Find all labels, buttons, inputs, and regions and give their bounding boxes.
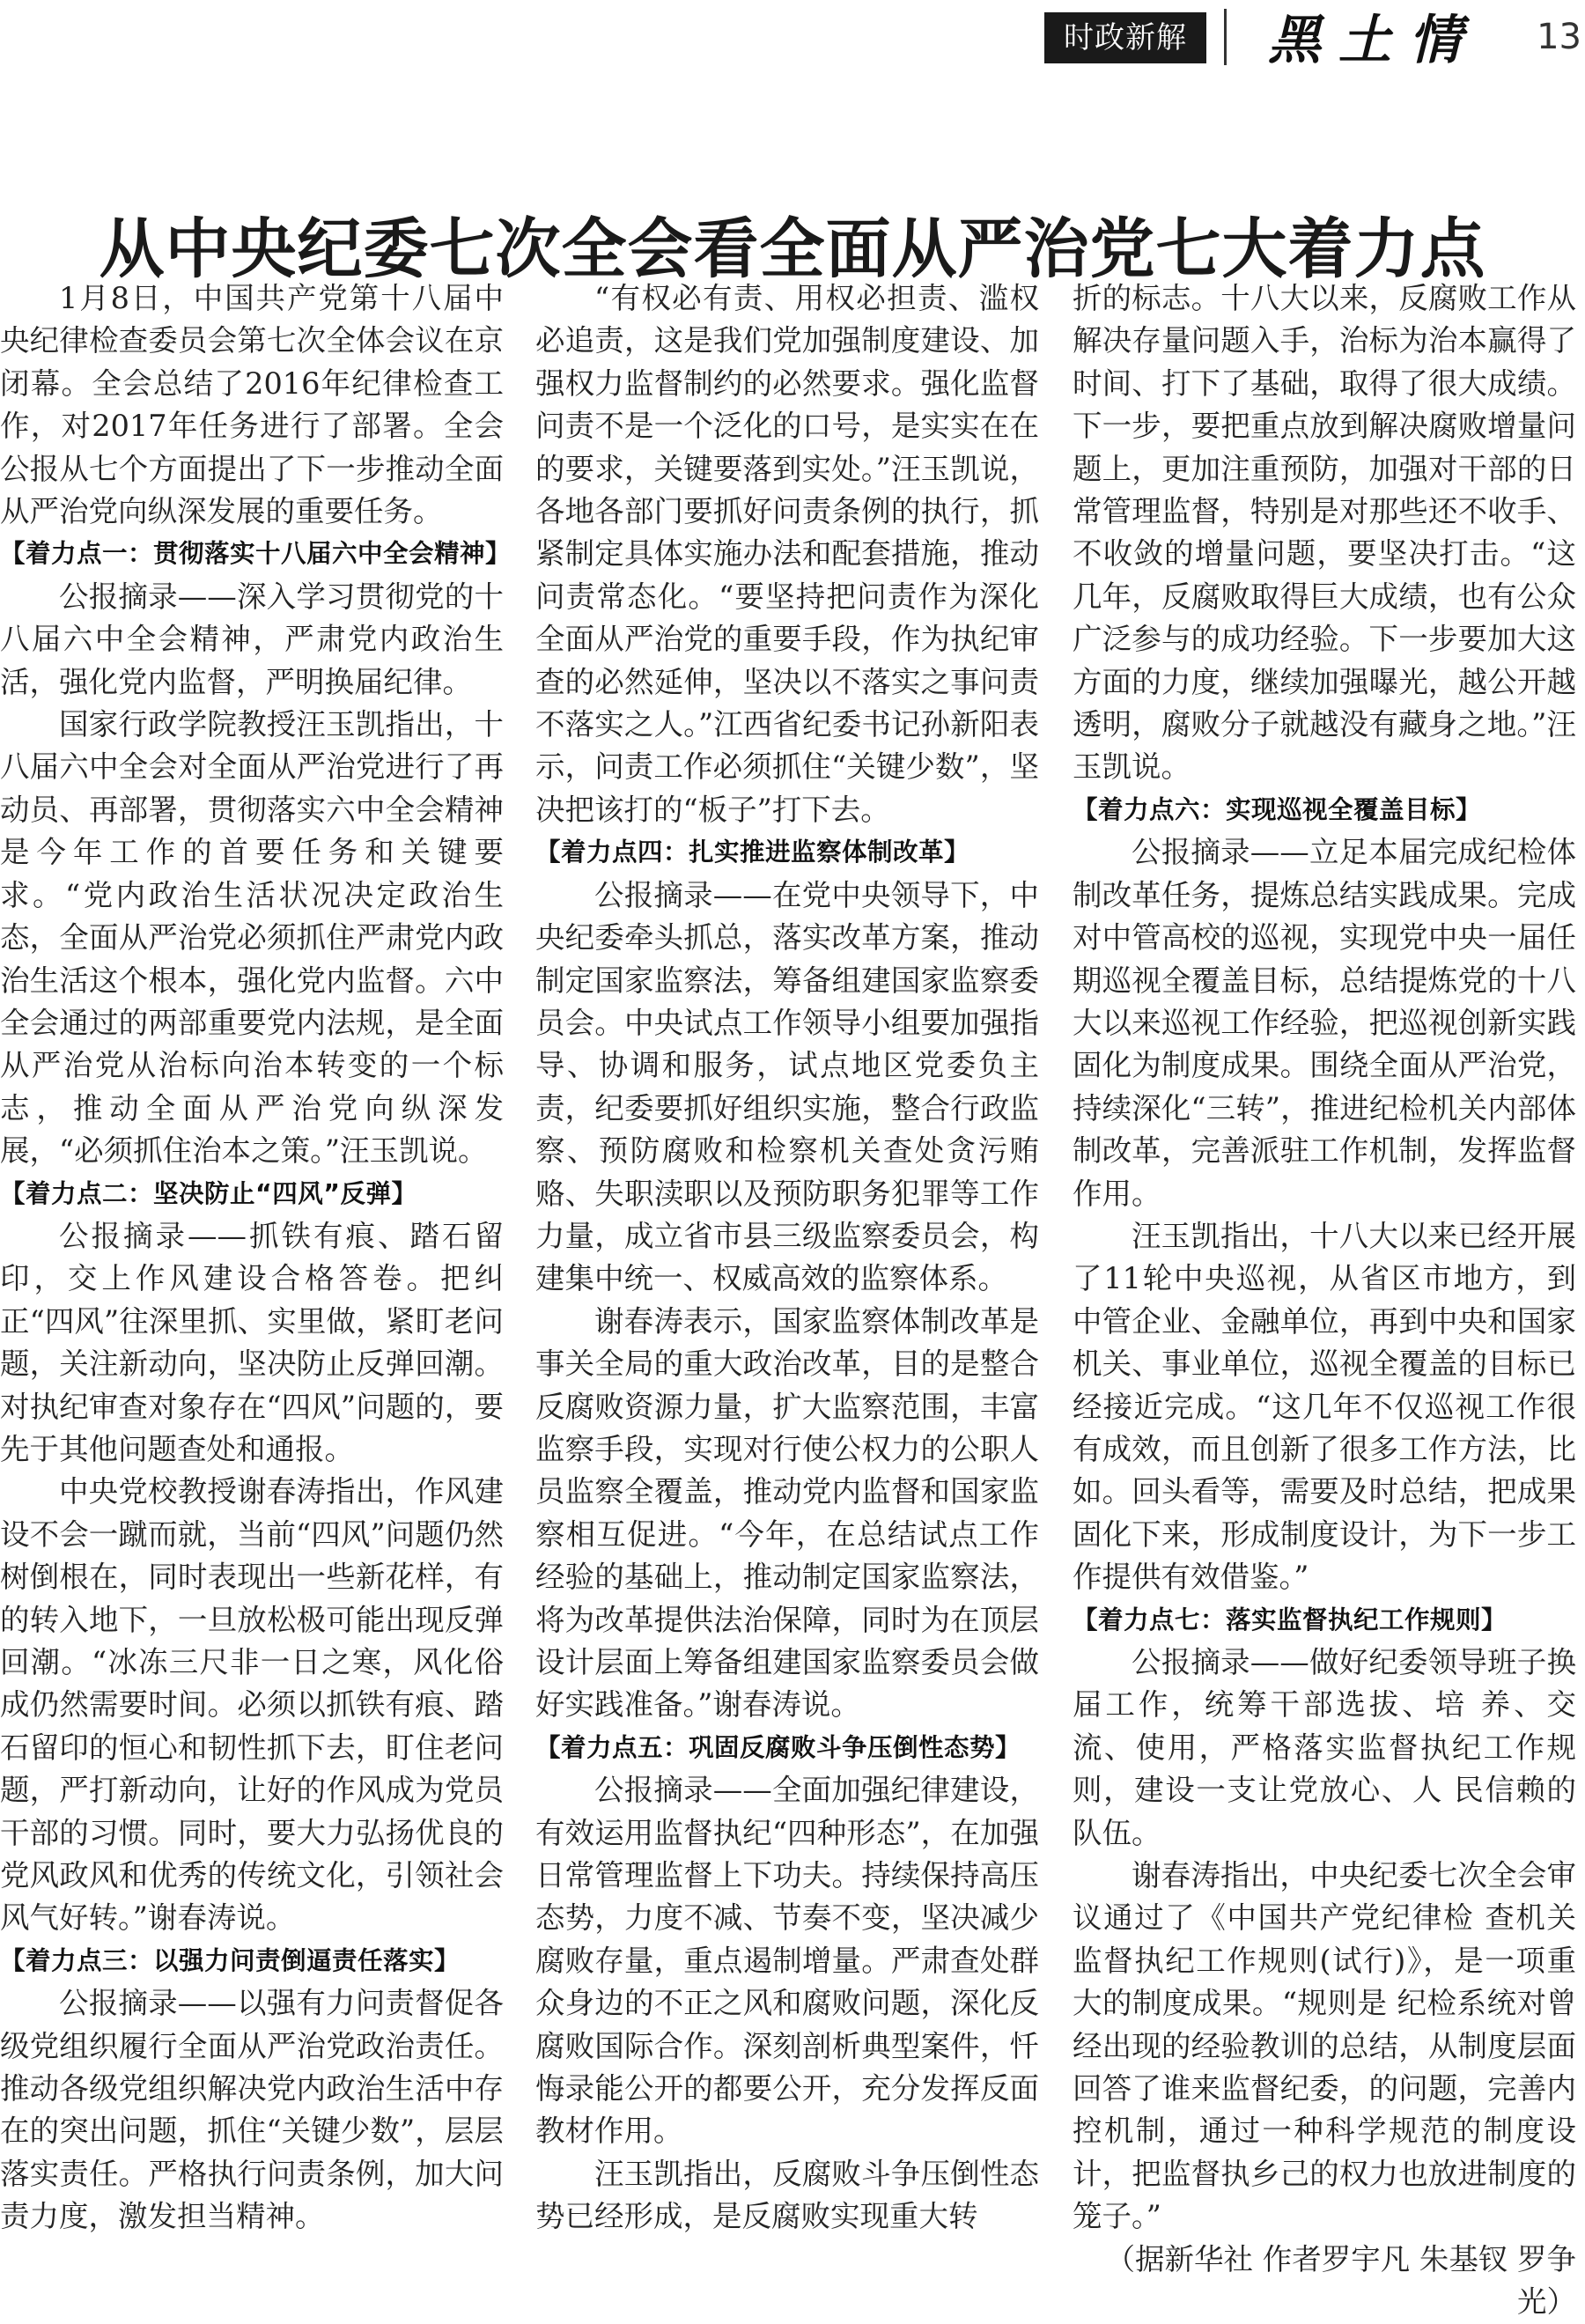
body-paragraph: 1月8日，中国共产党第十八届中央纪律检查委员会第七次全体会议在京闭幕。全会总结了2016年纪律检查工作，对2017年任务进行了部署。全会公报从七个方面提出了下一步推动全面从严治党向纵深发展的重要任务。 [0, 281, 504, 529]
article-title: 从中央纪委七次全会看全面从严治党七大着力点 [99, 210, 1486, 287]
section-heading: 【着力点七：落实监督执纪工作规则】 [1073, 1605, 1508, 1634]
article-column-2 [535, 277, 1039, 2239]
body-paragraph: 国家行政学院教授汪玉凯指出，十八届六中全会对全面从严治党进行了再动员、再部署，贯彻落实六中全会精神是今年工作的首要任务和关键要求。“党内政治生活状况决定政治生态，全面从严治党必须抓住严肃党内政治生活这个根本，强化党内监督。六中全会通过的两部重要党内法规，是全面从严治党从治标向治本转变的一个标志，推动全面从严治党向纵深发展，“必须抓住治本之策。”汪玉凯说。 [0, 707, 504, 1169]
body-paragraph: 公报摘录——做好纪委领导班子换届工作，统筹干部选拔、培 养、交流、使用，严格落实监督执纪工作规则，建设一支让党放心、人 民信赖的队伍。 [1073, 1645, 1576, 1850]
section-heading: 【着力点一：贯彻落实十八届六中全会精神】 [0, 539, 512, 569]
body-paragraph: 中央党校教授谢春涛指出，作风建设不会一蹴而就，当前“四风”问题仍然树倒根在，同时表现出一些新花样，有的转入地下，一旦放松极可能出现反弹回潮。“冰冻三尺非一日之寒，风化俗成仍然需要时间。必须以抓铁有痕、踏石留印的恒心和韧性抓下去，盯住老问题，严打新动向，让好的作风成为党员干部的习惯。同时，要大力弘扬优良的党风政风和优秀的传统文化，引领社会风气好转。”谢春涛说。 [0, 1474, 504, 1936]
body-paragraph: （据新华社 作者罗宇凡 朱基钗 罗争光） [1105, 2241, 1576, 2320]
page-number: 13 [1537, 17, 1581, 57]
body-paragraph: 汪玉凯指出，反腐败斗争压倒性态势已经形成，是反腐败实现重大转 [535, 2156, 1039, 2234]
article-column-3 [1073, 277, 1576, 2324]
body-paragraph: “有权必有责、用权必担责、滥权必追责，这是我们党加强制度建设、加强权力监督制约的必然要求。强化监督问责不是一个泛化的口号，是实实在在的要求，关键要落到实处。”汪玉凯说，各地各部门要抓好问责条例的执行，抓紧制定具体实施办法和配套措施，推动问责常态化。“要坚持把问责作为深化全面从严治党的重要手段，作为执纪审查的必然延伸，坚决以不落实之事问责不落实之人。”江西省纪委书记孙新阳表示，问责工作必须抓住“关键少数”，坚决把该打的“板子”打下去。 [535, 281, 1039, 827]
body-paragraph: 汪玉凯指出，十八大以来已经开展了11轮中央巡视，从省区市地方，到中管企业、金融单位，再到中央和国家机关、事业单位，巡视全覆盖的目标已经接近完成。“这几年不仅巡视工作很有成效，而且创新了很多工作方法，比如。回头看等，需要及时总结，把成果固化下来，形成制度设计，为下一步工作提供有效借鉴。” [1073, 1218, 1576, 1595]
body-paragraph: 公报摘录——全面加强纪律建设，有效运用监督执纪“四种形态”，在加强日常管理监督上下功夫。持续保持高压态势，力度不减、节奏不变，坚决减少腐败存量，重点遏制增量。严肃查处群众身边的不正之风和腐败问题，深化反腐败国际合作。深刻剖析典型案件，忏悔录能公开的都要公开，充分发挥反面教材作用。 [535, 1773, 1039, 2149]
body-paragraph: 公报摘录——抓铁有痕、踏石留印，交上作风建设合格答卷。把纠正“四风”往深里抓、实里做，紧盯老问题，关注新动向，坚决防止反弹回潮。对执纪审查对象存在“四风”问题的，要先于其他问题查处和通报。 [0, 1218, 504, 1466]
page-header [0, 0, 1585, 79]
body-paragraph: 谢春涛指出，中央纪委七次全会审议通过了《中国共产党纪律检 查机关监督执纪工作规则(试行)》，是一项重大的制度成果。“规则是 纪检系统对曾经出现的经验教训的总结，从制度层面回答了谁来监督纪委，的问题，完善内控机制，通过一种科学规范的制度设计，把监督执乡己的权力也放进制度的笼子。” [1073, 1858, 1576, 2234]
body-paragraph: 公报摘录——以强有力问责督促各级党组织履行全面从严治党政治责任。推动各级党组织解决党内政治生活中存在的突出问题，抓住“关键少数”，层层落实责任。严格执行问责条例，加大问责力度，激发担当精神。 [0, 1986, 504, 2234]
body-paragraph: 折的标志。十八大以来，反腐败工作从解决存量问题入手，治标为治本赢得了时间、打下了基础，取得了很大成绩。下一步，要把重点放到解决腐败增量问题上，更加注重预防，加强对干部的日常管理监督，特别是对那些还不收手、不收敛的增量问题，要坚决打击。“这几年，反腐败取得巨大成绩，也有公众广泛参与的成功经验。下一步要加大这方面的力度，继续加强曝光，越公开越透明，腐败分子就越没有藏身之地。”汪玉凯说。 [1073, 281, 1576, 785]
masthead-logo: 黑土情 [1268, 10, 1479, 71]
body-paragraph: 公报摘录——在党中央领导下，中央纪委牵头抓总，落实改革方案，推动制定国家监察法，筹备组建国家监察委员会。中央试点工作领导小组要加强指导、协调和服务，试点地区党委负主责，纪委要抓好组织实施，整合行政监察、预防腐败和检察机关查处贪污贿赂、失职渎职以及预防职务犯罪等工作力量，成立省市县三级监察委员会，构建集中统一、权威高效的监察体系。 [535, 877, 1039, 1296]
section-heading: 【着力点五：巩固反腐败斗争压倒性态势】 [535, 1732, 1021, 1762]
section-tag: 时政新解 [1044, 12, 1206, 63]
body-paragraph: 谢春涛表示，国家监察体制改革是事关全局的重大政治改革，目的是整合反腐败资源力量，扩大监察范围，丰富监察手段，实现对行使公权力的公职人员监察全覆盖，推动党内监督和国家监察相互促进。“今年，在总结试点工作经验的基础上，推动制定国家监察法，将为改革提供法治保障，同时为在顶层设计层面上筹备组建国家监察委员会做好实践准备。”谢春涛说。 [535, 1303, 1039, 1723]
article-column-1 [0, 277, 512, 2239]
section-heading: 【着力点六：实现巡视全覆盖目标】 [1073, 794, 1482, 824]
body-paragraph: 公报摘录——深入学习贯彻党的十八届六中全会精神，严肃党内政治生活，强化党内监督，严明换届纪律。 [0, 579, 504, 699]
body-paragraph: 公报摘录——立足本届完成纪检体制改革任务，提炼总结实践成果。完成对中管高校的巡视，实现党中央一届任期巡视全覆盖目标，总结提炼党的十八大以来巡视工作经验，把巡视创新实践固化为制度成果。围绕全面从严治党，持续深化“三转”，推进纪检机关内部体制改革，完善派驻工作机制，发挥监督作用。 [1073, 835, 1576, 1211]
section-heading: 【着力点三：以强力问责倒逼责任落实】 [0, 1945, 461, 1975]
section-heading: 【着力点二：坚决防止“四风”反弹】 [0, 1178, 417, 1208]
section-heading: 【着力点四：扎实推进监察体制改革】 [535, 837, 970, 867]
header-divider [1224, 9, 1227, 65]
